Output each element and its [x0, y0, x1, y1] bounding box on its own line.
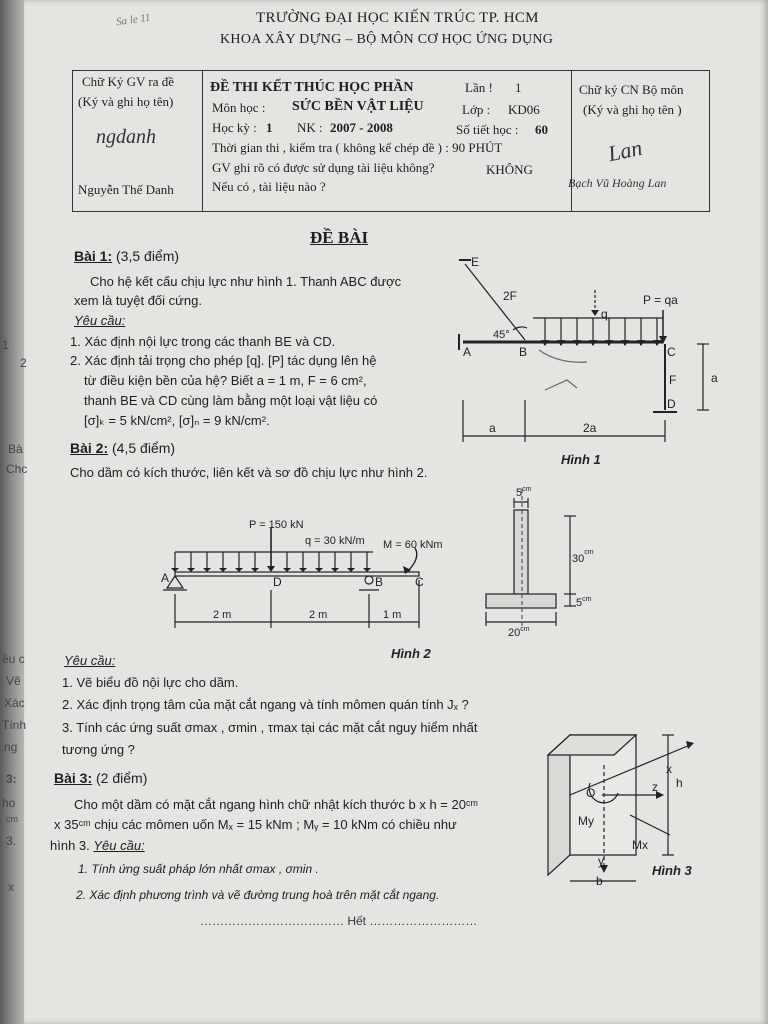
- problem1-requirements-heading: Yêu cầu:: [74, 313, 126, 328]
- teacher-signature: ngdanh: [96, 126, 156, 148]
- teacher-sign-hint: (Ký và ghi họ tên): [78, 94, 174, 109]
- fig1-label: a: [711, 371, 718, 385]
- fig2-dimension: 2 m: [309, 609, 328, 621]
- fig2-label: A: [161, 571, 170, 585]
- margin-fragment: Xác: [4, 696, 25, 710]
- binding-shadow: [0, 0, 26, 1024]
- problem3-heading: Bài 3: (2 điểm): [54, 770, 148, 786]
- materials-answer: KHÔNG: [486, 162, 533, 177]
- class-label: Lớp :: [462, 102, 491, 117]
- problem2-question: 3. Tính các ứng suất σmax , σmin , τmax tại các mặt cắt nguy hiểm nhất: [62, 720, 478, 735]
- head-signature: Lan: [605, 134, 645, 167]
- problem3-text: hình 3. Yêu cầu:: [50, 838, 145, 853]
- fig2-section-dim: $5^{cm}$: [516, 486, 532, 499]
- margin-fragment: Tính: [2, 718, 27, 732]
- fig3-label: b: [596, 874, 603, 888]
- margin-fragment: 3:: [6, 772, 17, 786]
- school-name: TRƯỜNG ĐẠI HỌC KIẾN TRÚC TP. HCM: [256, 10, 539, 26]
- subject-label: Môn học :: [212, 100, 266, 115]
- axis-x-arrow: [686, 741, 694, 749]
- fig1-label: E: [471, 255, 480, 269]
- margin-fragment: 3.: [6, 834, 17, 848]
- fig1-dimension: a: [489, 421, 496, 435]
- margin-fragment: 1: [2, 338, 9, 352]
- problem2-question: tương ứng ?: [62, 742, 135, 757]
- margin-fragment: Vẽ: [6, 674, 21, 688]
- fig3-label: My: [578, 814, 594, 828]
- fig2-dimension: 1 m: [383, 609, 402, 621]
- fig3-label: y: [598, 854, 604, 868]
- head-sign-hint: (Ký và ghi họ tên ): [583, 102, 682, 117]
- problem1-heading: Bài 1: (3,5 điểm): [74, 248, 180, 264]
- figure-2-section: [478, 486, 608, 641]
- margin-fragment: ều c: [2, 652, 25, 666]
- fig1-label: F: [669, 373, 677, 387]
- fig1-label: 45°: [493, 329, 510, 341]
- teacher-sign-label: Chữ Ký GV ra đề: [82, 74, 175, 89]
- fig1-label: q: [601, 307, 608, 321]
- fig1-label: C: [667, 345, 676, 359]
- fig1-label: P = qa: [643, 293, 678, 307]
- margin-fragment: x: [8, 880, 14, 894]
- fig1-dimension: 2a: [583, 421, 597, 435]
- problem2-requirements-heading: Yêu cầu:: [64, 653, 116, 668]
- exam-title: ĐỀ THI KẾT THÚC HỌC PHẦN: [210, 80, 414, 95]
- problem1-question: [σ]ₖ = 5 kN/cm², [σ]ₙ = 9 kN/cm².: [84, 413, 270, 428]
- figure-1: [455, 250, 725, 470]
- year-value: 2007 - 2008: [330, 120, 393, 135]
- materials-which: Nếu có , tài liệu nào ?: [212, 179, 326, 194]
- subject-value: SỨC BỀN VẬT LIỆU: [292, 99, 424, 114]
- problem1-question: 2. Xác định tải trọng cho phép [q]. [P] tác dụng lên hệ: [70, 353, 377, 368]
- exam-duration: Thời gian thi , kiểm tra ( không kể chép đề ) : 90 PHÚT: [212, 140, 503, 155]
- end-marker: ……………………………… Hết ………………………: [200, 914, 478, 928]
- section-web: [514, 510, 528, 594]
- year-label: NK :: [297, 120, 323, 135]
- fig1-label: B: [519, 345, 528, 359]
- head-name: Bạch Vũ Hoàng Lan: [568, 176, 667, 190]
- margin-fragment: cm: [6, 814, 18, 824]
- problem3-text: x 35ᶜᵐ chịu các mômen uốn Mₓ = 15 kNm ; Mᵧ = 10 kNm có chiều như: [54, 817, 457, 832]
- figure-3: [540, 705, 720, 895]
- fig2-section-dim: $30^{cm}$: [572, 549, 594, 565]
- fig3-label: O: [586, 786, 596, 800]
- problem1-question: 1. Xác định nội lực trong các thanh BE và CD.: [70, 334, 336, 349]
- support-a: [167, 576, 183, 588]
- beam-side: [548, 735, 570, 875]
- fig2-label: P = 150 kN: [249, 519, 304, 531]
- margin-fragment: Bà: [8, 442, 23, 456]
- fig2-section-dim: $5^{cm}$: [576, 596, 592, 609]
- margin-fragment: ng: [4, 740, 18, 754]
- support-b: [365, 576, 373, 584]
- fig2-section-dim: $20^{cm}$: [508, 626, 530, 639]
- department-name: KHOA XÂY DỰNG – BỘ MÔN CƠ HỌC ỨNG DỤNG: [220, 32, 554, 47]
- corner-note: Sa le 11: [115, 11, 152, 29]
- fig2-label: C: [415, 575, 424, 589]
- attempt-label: Lần !: [465, 80, 493, 95]
- problem3-question: 1. Tính ứng suất pháp lớn nhất σmax , σmin .: [78, 862, 319, 876]
- attempt-value: 1: [515, 80, 522, 95]
- class-value: KD06: [508, 102, 540, 117]
- materials-question: GV ghi rõ có được sử dụng tài liệu không?: [212, 160, 435, 175]
- fig3-label: Mx: [632, 838, 648, 852]
- margin-fragment: 2: [20, 356, 27, 370]
- problem1-question: từ điều kiện bền của hệ? Biết a = 1 m, F = 6 cm²,: [84, 373, 367, 388]
- semester-label: Học kỳ :: [212, 120, 257, 135]
- margin-fragment: Chc: [6, 462, 28, 476]
- periods-label: Số tiết học :: [456, 122, 519, 137]
- head-sign-label: Chữ ký CN Bộ môn: [579, 82, 684, 97]
- fig1-label: D: [667, 397, 676, 411]
- teacher-name: Nguyễn Thế Danh: [78, 182, 174, 197]
- problem2-question: 2. Xác định trọng tâm của mặt cắt ngang và tính mômen quán tính Jₓ ?: [62, 697, 469, 712]
- fig3-label: h: [676, 776, 683, 790]
- margin-fragment: ho: [2, 796, 16, 810]
- fig2-label: D: [273, 575, 282, 589]
- fig3-label: z: [652, 780, 658, 794]
- problem2-question: 1. Vẽ biểu đồ nội lực cho dầm.: [62, 675, 239, 690]
- problem1-text: xem là tuyệt đối cứng.: [74, 293, 202, 308]
- applied-moment: [407, 548, 417, 572]
- fig1-label: A: [463, 345, 472, 359]
- figure-2-beam: [155, 510, 455, 665]
- fig2-dimension: 2 m: [213, 609, 232, 621]
- problem3-text: Cho một dầm có mặt cắt ngang hình chữ nhật kích thước b x h = 20ᶜᵐ: [74, 797, 478, 812]
- problem2-text: Cho dầm có kích thước, liên kết và sơ đồ chịu lực như hình 2.: [70, 465, 428, 480]
- section-flange: [486, 594, 556, 608]
- fig2-label: B: [375, 575, 384, 589]
- fig3-label: x: [666, 762, 672, 776]
- fig2-label: q = 30 kN/m: [305, 535, 365, 547]
- fig1-caption: Hình 1: [561, 452, 601, 467]
- section-title: ĐỀ BÀI: [310, 228, 369, 247]
- problem1-text: Cho hệ kết cấu chịu lực như hình 1. Thanh ABC được: [90, 274, 402, 289]
- fig2-label: M = 60 kNm: [383, 539, 443, 551]
- problem3-question: 2. Xác định phương trình và vẽ đường trung hoà trên mặt cắt ngang.: [76, 888, 440, 902]
- fig3-caption: Hình 3: [652, 863, 692, 878]
- problem1-question: thanh BE và CD cùng làm bằng một loại vật liệu có: [84, 393, 378, 408]
- fig1-label: 2F: [503, 289, 518, 303]
- fig2-caption: Hình 2: [391, 646, 431, 661]
- problem2-heading: Bài 2: (4,5 điểm): [70, 440, 176, 456]
- periods-value: 60: [535, 122, 548, 137]
- semester-value: 1: [266, 120, 273, 135]
